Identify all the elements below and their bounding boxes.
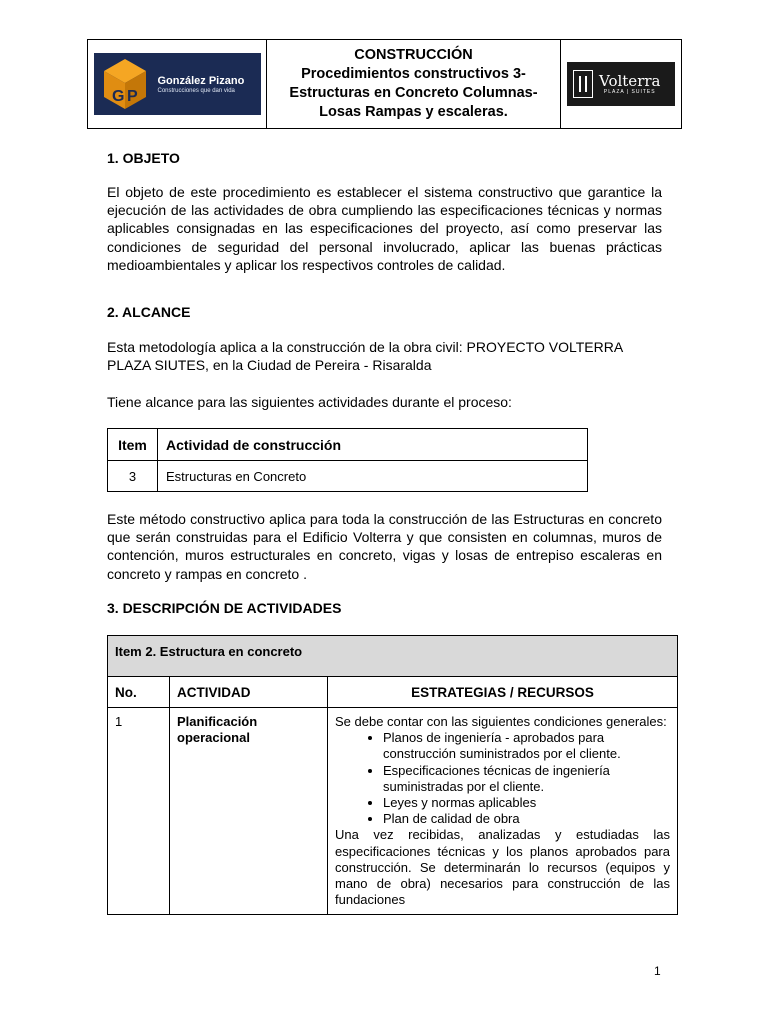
section-heading-descripcion: 3. DESCRIPCIÓN DE ACTIVIDADES: [107, 600, 342, 616]
table-header-cell: Actividad de construcción: [158, 429, 588, 461]
strategies-intro: Se debe contar con las siguientes condiciones generales:: [335, 714, 667, 729]
svg-text:G: G: [111, 88, 124, 105]
volterra-logo: [567, 62, 675, 106]
table-header-row: [108, 429, 588, 461]
table-band-cell: Item 2. Estructura en concreto: [108, 636, 678, 677]
table-header-cell: ESTRATEGIAS / RECURSOS: [328, 677, 678, 708]
strategies-closing: Una vez recibidas, analizadas y estudiadas las especificaciones técnicas y los planos aprobados para construcción. Se determinarán lo recursos (equipos y mano de obra) necesarios para construcción de las fundaciones: [335, 827, 670, 908]
table-band-row: [108, 636, 678, 677]
activities-description-table: [107, 635, 678, 915]
table-cell: 3: [108, 461, 158, 492]
gp-logo-tagline: Construcciones que dan vida: [157, 87, 235, 94]
header-title-line: Procedimientos constructivos 3-: [301, 66, 526, 82]
table-header-cell: Item: [108, 429, 158, 461]
list-item: • Planos de ingeniería - aprobados para construcción suministrados por el cliente.: [383, 730, 670, 762]
alcance-paragraph: Esta metodología aplica a la construcción de la obra civil: PROYECTO VOLTERRA PLAZA SIUTES, en la Ciudad de Pereira - Risaralda: [107, 339, 623, 374]
header-right-cell: [561, 40, 681, 128]
page-number: 1: [654, 964, 661, 978]
table-header-cell: No.: [108, 677, 170, 708]
table-header-cell: ACTIVIDAD: [170, 677, 328, 708]
header-left-cell: [88, 40, 267, 128]
alcance-method-paragraph: Este método constructivo aplica para toda la construcción de las Estructuras en concreto que serán construidas para el Edificio Volterra y que consisten en columnas, muros de contención, muros estructurales en concreto, vigas y losas de entrepiso escaleras en concreto y rampas en concreto .: [107, 511, 662, 582]
table-cell-activity: Planificación operacional: [170, 708, 328, 915]
table-cell-strategies: [328, 708, 678, 915]
list-item: • Especificaciones técnicas de ingeniería suministradas por el cliente.: [383, 763, 670, 795]
table-cell: Estructuras en Concreto: [158, 461, 588, 492]
volterra-mark-icon: [573, 70, 593, 98]
document-header: [87, 39, 682, 129]
alcance-intro: Tiene alcance para las siguientes actividades durante el proceso:: [107, 394, 512, 410]
volterra-logo-name: Volterra: [599, 72, 661, 90]
header-title-line: CONSTRUCCIÓN: [354, 47, 473, 63]
list-item: • Leyes y normas aplicables: [383, 795, 670, 811]
volterra-logo-sub: PLAZA | SUITES: [603, 89, 656, 95]
gp-cube-logo-icon: [94, 53, 156, 115]
table-row: [108, 708, 678, 915]
table-cell-no: 1: [108, 708, 170, 915]
table-row: [108, 461, 588, 492]
gp-logo-name: González Pizano: [157, 74, 245, 87]
svg-text:P: P: [126, 88, 138, 105]
header-title-line: Losas Rampas y escaleras.: [319, 104, 508, 120]
section-heading-alcance: 2. ALCANCE: [107, 304, 191, 320]
activities-scope-table: [107, 428, 588, 492]
header-title-line: Estructuras en Concreto Columnas-: [289, 85, 538, 101]
list-item: • Plan de calidad de obra: [383, 811, 670, 827]
objeto-paragraph: El objeto de este procedimiento es establecer el sistema constructivo que garantice la ejecución de las actividades de obra cumpliendo las especificaciones técnicas y normas aplicables consignadas en las especificaciones del proyecto, así como preservar las condiciones de seguridad del personal involucrado, aplicar las buenas prácticas medioambientales y aplicar los respectivos controles de calidad.: [107, 184, 662, 273]
strategies-list: [335, 730, 670, 827]
gonzalez-pizano-logo: [94, 53, 261, 115]
header-title: [267, 40, 561, 128]
table-header-row: [108, 677, 678, 708]
section-heading-objeto: 1. OBJETO: [107, 150, 180, 166]
